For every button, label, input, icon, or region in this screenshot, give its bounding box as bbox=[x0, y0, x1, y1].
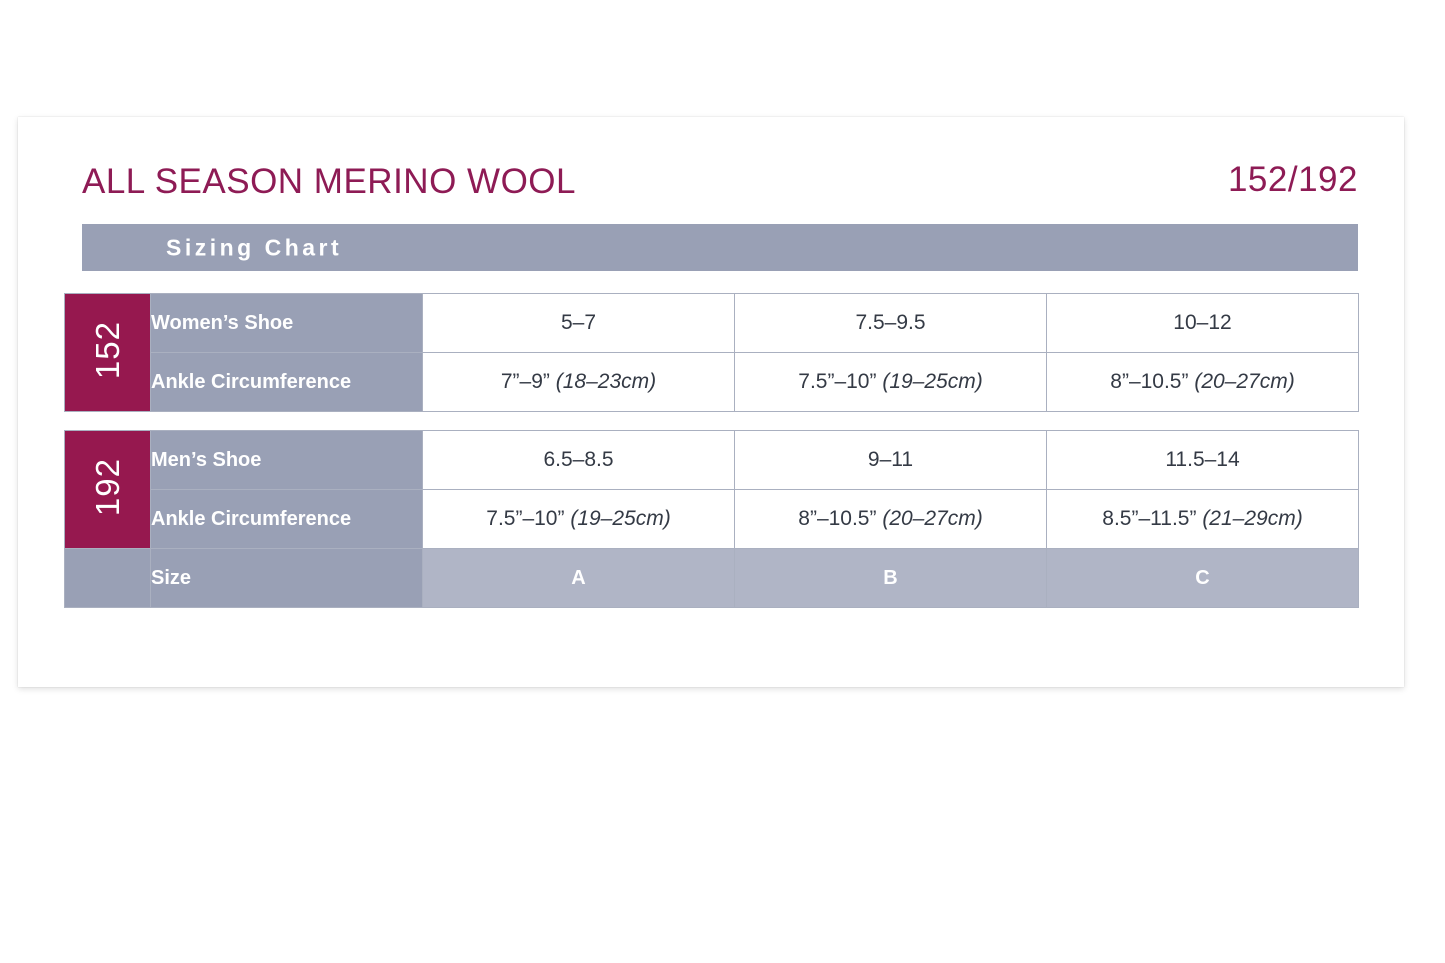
cell-ankle-192-a bbox=[423, 490, 735, 549]
size-row-spacer bbox=[65, 549, 151, 608]
row-label-womens-shoe: Women’s Shoe bbox=[151, 294, 423, 353]
imperial-value: 7.5”–10” bbox=[798, 370, 877, 393]
table-row bbox=[65, 490, 1359, 549]
metric-value: (20–27cm) bbox=[1194, 370, 1295, 393]
row-label-ankle-192: Ankle Circumference bbox=[151, 490, 423, 549]
badge-192: 192 bbox=[65, 431, 151, 549]
product-codes: 152/192 bbox=[1227, 160, 1358, 199]
badge-152: 152 bbox=[65, 294, 151, 412]
size-cell-b: B bbox=[735, 549, 1047, 608]
header-row bbox=[64, 162, 1358, 214]
table-row bbox=[65, 431, 1359, 490]
size-table-152 bbox=[64, 293, 1359, 412]
cell-ankle-192-c bbox=[1047, 490, 1359, 549]
metric-value: (20–27cm) bbox=[882, 507, 983, 530]
metric-value: (19–25cm) bbox=[570, 507, 671, 530]
imperial-value: 7.5”–10” bbox=[486, 507, 565, 530]
size-table-192 bbox=[64, 430, 1359, 608]
cell-womens-shoe-c: 10–12 bbox=[1047, 294, 1359, 353]
page-title: ALL SEASON MERINO WOOL bbox=[82, 162, 576, 201]
cell-womens-shoe-b: 7.5–9.5 bbox=[735, 294, 1047, 353]
cell-ankle-152-a bbox=[423, 353, 735, 412]
row-label-ankle-152: Ankle Circumference bbox=[151, 353, 423, 412]
metric-value: (18–23cm) bbox=[555, 370, 657, 393]
cell-mens-shoe-c: 11.5–14 bbox=[1047, 431, 1359, 490]
table-row bbox=[65, 353, 1359, 412]
metric-value: (19–25cm) bbox=[882, 370, 983, 393]
size-row bbox=[65, 549, 1359, 608]
cell-mens-shoe-b: 9–11 bbox=[735, 431, 1047, 490]
size-cell-a: A bbox=[423, 549, 735, 608]
cell-mens-shoe-a: 6.5–8.5 bbox=[423, 431, 735, 490]
sizing-chart-label: Sizing Chart bbox=[166, 234, 343, 260]
cell-ankle-192-b bbox=[735, 490, 1047, 549]
cell-ankle-152-b bbox=[735, 353, 1047, 412]
card-content bbox=[64, 162, 1358, 608]
sizing-chart-bar bbox=[82, 224, 1358, 271]
imperial-value: 8.5”–11.5” bbox=[1102, 507, 1197, 530]
table-row bbox=[65, 294, 1359, 353]
imperial-value: 7”–9” bbox=[500, 370, 550, 393]
size-cell-c: C bbox=[1047, 549, 1359, 608]
sizing-chart-card bbox=[18, 117, 1404, 687]
cell-ankle-152-c bbox=[1047, 353, 1359, 412]
cell-womens-shoe-a: 5–7 bbox=[423, 294, 735, 353]
row-label-mens-shoe: Men’s Shoe bbox=[151, 431, 423, 490]
row-label-size: Size bbox=[151, 549, 423, 608]
imperial-value: 8”–10.5” bbox=[1110, 370, 1189, 393]
imperial-value: 8”–10.5” bbox=[798, 507, 877, 530]
metric-value: (21–29cm) bbox=[1202, 507, 1303, 530]
